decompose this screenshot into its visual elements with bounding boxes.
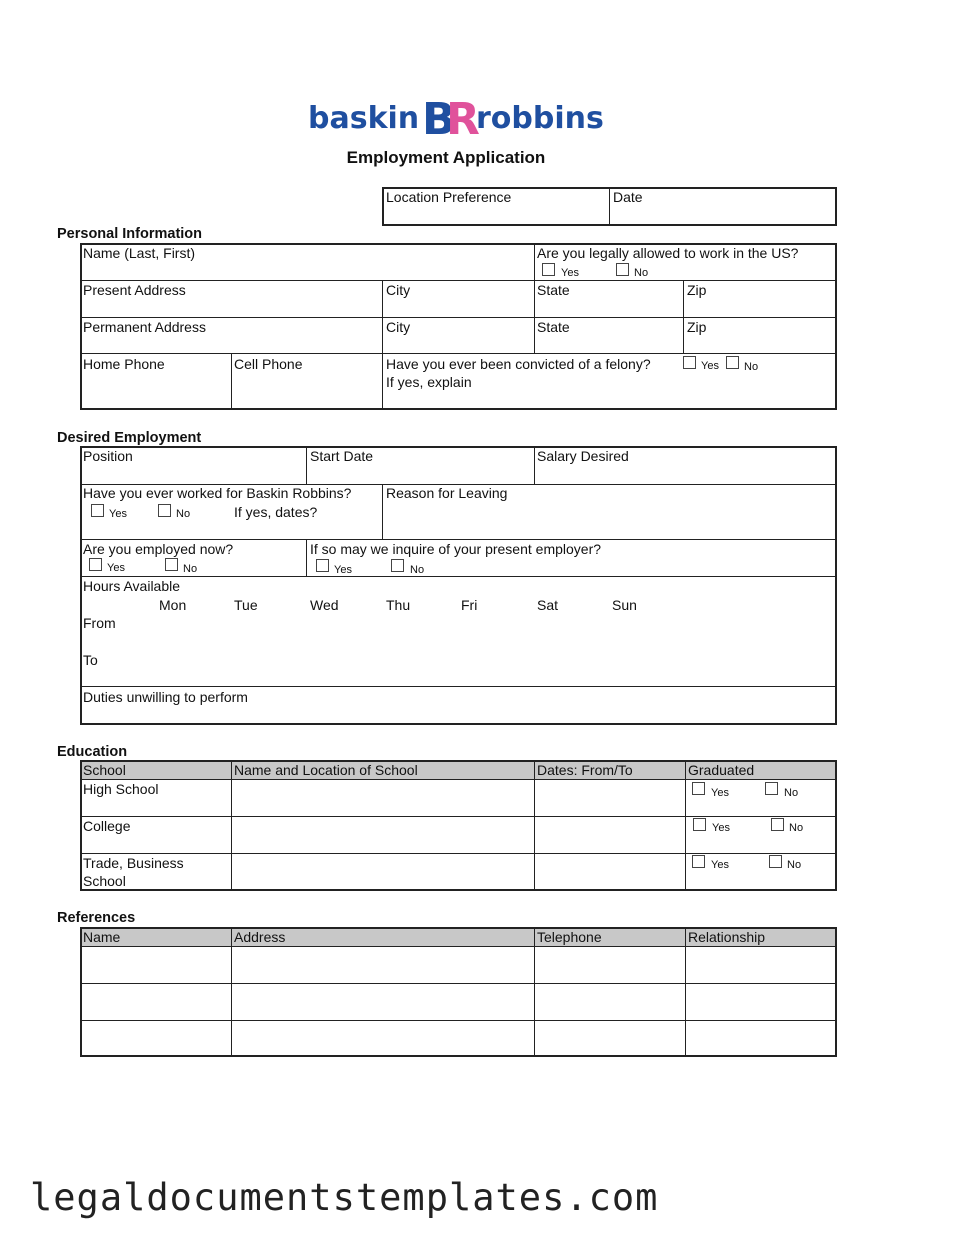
edu-header-school: School — [83, 762, 126, 778]
day-tue: Tue — [234, 597, 258, 613]
inquire-employer-label: If so may we inquire of your present employer? — [310, 541, 602, 557]
day-fri: Fri — [461, 597, 478, 613]
edu-row-trade: Trade, Business — [83, 855, 184, 871]
trade-no-label: No — [787, 859, 802, 871]
worked-no-label: No — [176, 508, 191, 520]
date-label[interactable]: Date — [613, 189, 643, 205]
day-sat: Sat — [537, 597, 559, 613]
present-address-label[interactable]: Present Address — [83, 282, 186, 298]
employed-no-label: No — [183, 563, 198, 575]
college-graduated-yes-checkbox[interactable] — [693, 818, 706, 831]
reference-row-1[interactable] — [81, 947, 836, 983]
start-date-label[interactable]: Start Date — [310, 448, 374, 464]
felony-label: Have you ever been convicted of a felony? — [386, 356, 651, 372]
felony-yes-label: Yes — [701, 360, 719, 372]
permanent-city-label[interactable]: City — [386, 319, 411, 335]
edu-header-graduated: Graduated — [688, 762, 755, 778]
svg-text:B: B — [422, 94, 456, 145]
duties-unwilling-label[interactable]: Duties unwilling to perform — [83, 689, 248, 705]
college-yes-label: Yes — [712, 822, 730, 834]
present-zip-label[interactable]: Zip — [687, 282, 707, 298]
worked-yes-label: Yes — [109, 508, 127, 520]
edu-header-name-location: Name and Location of School — [234, 762, 418, 778]
felony-no-checkbox[interactable] — [726, 356, 739, 369]
felony-explain-label[interactable]: If yes, explain — [386, 374, 472, 390]
watermark-footer: legaldocumentstemplates.com — [30, 1176, 659, 1219]
inquire-yes-label: Yes — [334, 564, 352, 576]
baskin-robbins-logo — [308, 94, 604, 145]
inquire-no-label: No — [410, 564, 425, 576]
employed-no-checkbox[interactable] — [165, 558, 178, 571]
day-mon: Mon — [159, 597, 187, 613]
employed-now-label: Are you employed now? — [83, 541, 234, 557]
hours-from-label[interactable]: From — [83, 615, 116, 631]
hours-to-label[interactable]: To — [83, 652, 98, 668]
edu-row-college: College — [83, 818, 131, 834]
permanent-state-label[interactable]: State — [537, 319, 570, 335]
worked-dates-label[interactable]: If yes, dates? — [234, 504, 318, 520]
legal-yes-checkbox[interactable] — [542, 263, 555, 276]
employed-yes-checkbox[interactable] — [89, 558, 102, 571]
ref-header-address: Address — [234, 929, 286, 945]
legal-yes-label: Yes — [561, 267, 579, 279]
logo-text-right: robbins — [476, 101, 604, 136]
home-phone-label[interactable]: Home Phone — [83, 356, 165, 372]
worked-yes-checkbox[interactable] — [91, 504, 104, 517]
logo-text-left: baskin — [308, 101, 420, 136]
edu-row-trade-school: School — [83, 873, 126, 889]
br-monogram-icon — [422, 94, 480, 145]
page-title: Employment Application — [346, 148, 546, 167]
hs-yes-label: Yes — [711, 787, 729, 799]
ref-header-name: Name — [83, 929, 121, 945]
cell-phone-label[interactable]: Cell Phone — [234, 356, 303, 372]
position-label[interactable]: Position — [83, 448, 133, 464]
worked-no-checkbox[interactable] — [158, 504, 171, 517]
section-education: Education — [57, 744, 128, 760]
reference-row-3[interactable] — [81, 1021, 836, 1056]
edu-header-dates: Dates: From/To — [537, 762, 633, 778]
permanent-address-label[interactable]: Permanent Address — [83, 319, 206, 335]
salary-desired-label[interactable]: Salary Desired — [537, 448, 629, 464]
permanent-zip-label[interactable]: Zip — [687, 319, 707, 335]
felony-no-label: No — [744, 361, 759, 373]
location-preference-label[interactable]: Location Preference — [386, 189, 512, 205]
inquire-yes-checkbox[interactable] — [316, 559, 329, 572]
hs-graduated-yes-checkbox[interactable] — [692, 782, 705, 795]
section-personal-information: Personal Information — [57, 226, 203, 242]
ref-header-relationship: Relationship — [688, 929, 766, 945]
hs-no-label: No — [784, 787, 799, 799]
svg-text:R: R — [446, 94, 480, 145]
day-thu: Thu — [386, 597, 411, 613]
college-no-label: No — [789, 822, 804, 834]
felony-yes-checkbox[interactable] — [683, 356, 696, 369]
day-wed: Wed — [310, 597, 339, 613]
hours-available-label: Hours Available — [83, 578, 181, 594]
reference-row-2[interactable] — [81, 984, 836, 1020]
name-label[interactable]: Name (Last, First) — [83, 245, 196, 261]
legal-no-checkbox[interactable] — [616, 263, 629, 276]
trade-graduated-yes-checkbox[interactable] — [692, 855, 705, 868]
trade-graduated-no-checkbox[interactable] — [769, 855, 782, 868]
ref-header-telephone: Telephone — [537, 929, 602, 945]
edu-row-high-school: High School — [83, 781, 159, 797]
hs-graduated-no-checkbox[interactable] — [765, 782, 778, 795]
college-graduated-no-checkbox[interactable] — [771, 818, 784, 831]
employed-yes-label: Yes — [107, 562, 125, 574]
section-desired-employment: Desired Employment — [57, 430, 202, 446]
present-state-label[interactable]: State — [537, 282, 570, 298]
worked-before-label: Have you ever worked for Baskin Robbins? — [83, 485, 352, 501]
inquire-no-checkbox[interactable] — [391, 559, 404, 572]
reason-for-leaving-label[interactable]: Reason for Leaving — [386, 485, 508, 501]
legal-no-label: No — [634, 267, 649, 279]
section-references: References — [57, 910, 136, 926]
present-city-label[interactable]: City — [386, 282, 411, 298]
trade-yes-label: Yes — [711, 859, 729, 871]
legal-work-label: Are you legally allowed to work in the US? — [537, 245, 799, 261]
day-sun: Sun — [612, 597, 637, 613]
